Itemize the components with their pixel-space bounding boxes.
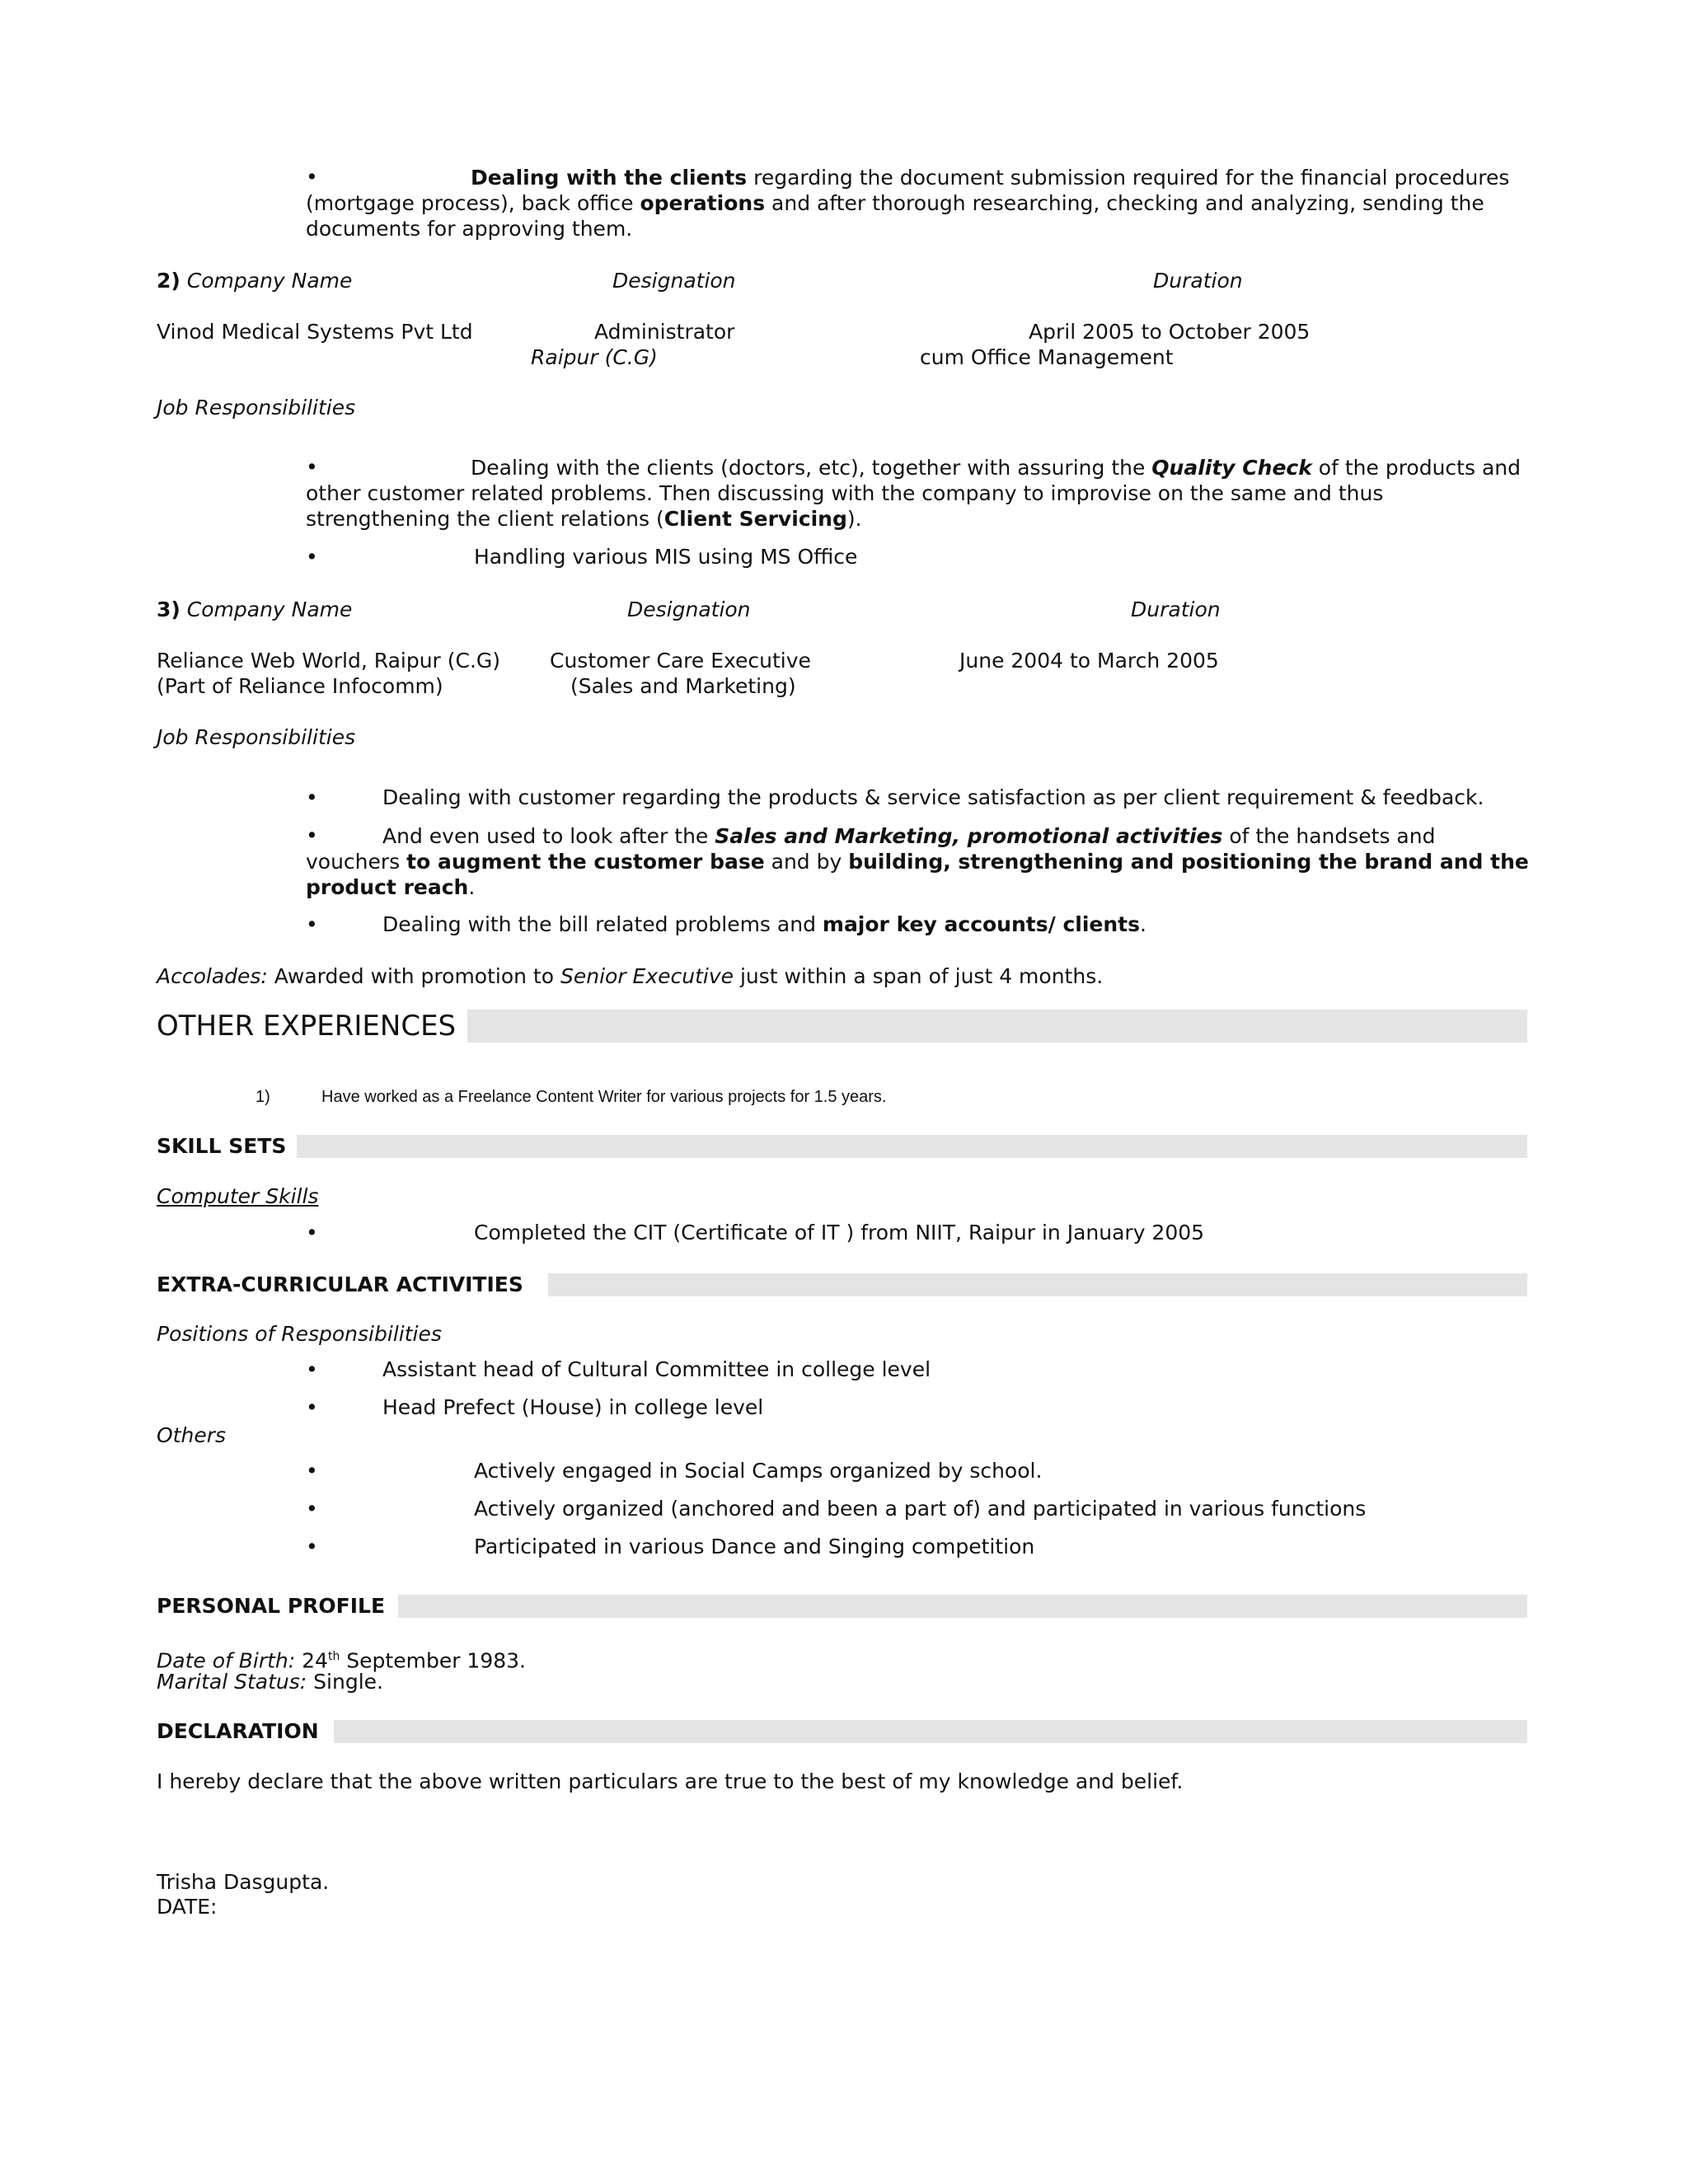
bullet-glyph: • — [306, 823, 318, 847]
computer-skills-label: Computer Skills — [157, 1184, 319, 1208]
job2-header-company — [157, 269, 352, 293]
job3-company: Reliance Web World, Raipur (C.G) — [157, 649, 501, 673]
job3-duration-heading: Duration — [1131, 598, 1221, 621]
job3-bullet-2 — [306, 823, 1534, 900]
job3-b3-text2: . — [1140, 912, 1146, 936]
section-bar — [334, 1720, 1527, 1743]
job3-b2-text2: of the handsets and vouchers — [306, 824, 1436, 874]
bullet-glyph: • — [306, 1459, 318, 1483]
job2-b1-text3: ). — [846, 507, 862, 531]
job2-designation-heading: Designation — [612, 269, 736, 293]
job3-bullet-1: Dealing with customer regarding the products & service satisfaction as per client requirement & feedback. — [382, 785, 1484, 809]
job3-b3-text: Dealing with the bill related problems and — [382, 912, 823, 936]
job2-b1-client-servicing: Client Servicing — [663, 507, 847, 531]
skill-sets-title: SKILL SETS — [157, 1134, 287, 1158]
positions-item-2: Head Prefect (House) in college level — [382, 1395, 764, 1419]
signature-name: Trisha Dasgupta. — [157, 1870, 330, 1894]
job2-designation-line2: cum Office Management — [920, 345, 1174, 369]
job2-b1-quality: Quality Check — [1151, 456, 1312, 480]
section-bar — [548, 1273, 1527, 1296]
job3-company-line2: (Part of Reliance Infocomm) — [157, 674, 443, 698]
skills-bullet-1: Completed the CIT (Certificate of IT ) from NIIT, Raipur in January 2005 — [474, 1221, 1205, 1244]
bullet-glyph: • — [306, 545, 318, 569]
job3-designation: Customer Care Executive — [550, 649, 811, 673]
others-label: Others — [157, 1423, 227, 1447]
job2-b1-text: Dealing with the clients (doctors, etc), together with assuring the — [471, 456, 1152, 480]
job3-b2-text: And even used to look after the — [382, 824, 715, 848]
other-experiences-title: OTHER EXPERIENCES — [157, 1010, 457, 1043]
dob-suffix: th — [327, 1650, 340, 1663]
signature-date: DATE: — [157, 1895, 218, 1919]
bullet-glyph: • — [306, 1497, 318, 1521]
other-exp-number: 1) — [256, 1088, 270, 1106]
accolades — [157, 964, 1103, 989]
declaration-title: DECLARATION — [157, 1719, 319, 1743]
job3-b2-augment: to augment the customer base — [406, 850, 765, 874]
job2-designation: Administrator — [594, 320, 735, 344]
positions-item-1: Assistant head of Cultural Committee in college level — [382, 1357, 931, 1381]
dob-day: 24 — [295, 1648, 328, 1673]
job3-b2-text3: and by — [764, 850, 849, 874]
marital-status — [157, 1670, 383, 1694]
job3-b2-brand: building, strengthening and positioning the brand and the product reach — [306, 850, 1529, 899]
job2-bullet-1 — [306, 455, 1534, 532]
personal-profile-title: PERSONAL PROFILE — [157, 1594, 386, 1618]
job2-location: Raipur (C.G) — [531, 345, 658, 369]
job3-designation-heading: Designation — [627, 598, 751, 621]
job3-number: 3) — [157, 598, 181, 621]
job2-duration-heading: Duration — [1153, 269, 1243, 293]
extra-curricular-title: EXTRA-CURRICULAR ACTIVITIES — [157, 1272, 523, 1296]
section-bar — [398, 1595, 1527, 1618]
job3-responsibilities-label: Job Responsibilities — [157, 725, 356, 749]
job3-duration: June 2004 to March 2005 — [959, 649, 1219, 673]
other-exp-text: Have worked as a Freelance Content Writer for various projects for 1.5 years. — [321, 1088, 887, 1106]
job1-bullet-1 — [306, 165, 1534, 241]
job3-bullet-3 — [382, 912, 1146, 937]
bullet-glyph: • — [306, 165, 318, 189]
job2-company-heading: Company Name — [186, 269, 353, 293]
job2-b1-text2: of the products and other customer related problems. Then discussing with the company to improvise on the same and thus strengthening the client relations ( — [306, 456, 1521, 531]
dob-label: Date of Birth: — [157, 1648, 296, 1673]
marital-value: Single. — [307, 1670, 383, 1694]
bullet-glyph: • — [306, 785, 318, 809]
job1-b1-lead: Dealing with the clients — [471, 166, 748, 190]
job1-b1-bold: operations — [640, 191, 766, 215]
others-item-3: Participated in various Dance and Singing competition — [474, 1535, 1035, 1558]
bullet-glyph: • — [306, 1221, 318, 1244]
bullet-glyph: • — [306, 912, 318, 936]
marital-label: Marital Status: — [157, 1670, 307, 1694]
job2-number: 2) — [157, 269, 181, 293]
job3-header-company — [157, 598, 352, 622]
bullet-glyph: • — [306, 1395, 318, 1419]
bullet-glyph: • — [306, 455, 318, 479]
job1-b1-text: regarding the document submission required for the financial procedures (mortgage process), back office — [306, 166, 1510, 215]
job2-duration: April 2005 to October 2005 — [1029, 320, 1311, 344]
job2-bullet-2: Handling various MIS using MS Office — [474, 545, 858, 569]
accolades-senior-executive: Senior Executive — [560, 964, 734, 988]
job2-company: Vinod Medical Systems Pvt Ltd — [157, 320, 473, 344]
others-item-1: Actively engaged in Social Camps organized by school. — [474, 1459, 1043, 1483]
bullet-glyph: • — [306, 1357, 318, 1381]
accolades-text: Awarded with promotion to — [267, 964, 560, 988]
accolades-text2: just within a span of just 4 months. — [734, 964, 1104, 988]
job3-b2-sales: Sales and Marketing, promotional activities — [715, 824, 1223, 848]
section-bar — [467, 1010, 1527, 1043]
section-bar — [297, 1135, 1527, 1158]
job3-company-heading: Company Name — [186, 598, 353, 621]
positions-label: Positions of Responsibilities — [157, 1322, 442, 1346]
job2-responsibilities-label: Job Responsibilities — [157, 396, 356, 419]
accolades-label: Accolades: — [157, 964, 268, 988]
job3-b3-accounts: major key accounts/ clients — [822, 912, 1140, 936]
job3-designation-line2: (Sales and Marketing) — [570, 674, 796, 698]
job1-b1-text2: and after thorough researching, checking and analyzing, sending the documents for approving them. — [306, 191, 1484, 241]
job3-b2-text4: . — [468, 875, 476, 899]
bullet-glyph: • — [306, 1535, 318, 1558]
others-item-2: Actively organized (anchored and been a part of) and participated in various functions — [474, 1497, 1367, 1521]
declaration-text: I hereby declare that the above written particulars are true to the best of my knowledge and belief. — [157, 1769, 1184, 1793]
dob-rest: September 1983. — [340, 1648, 526, 1673]
